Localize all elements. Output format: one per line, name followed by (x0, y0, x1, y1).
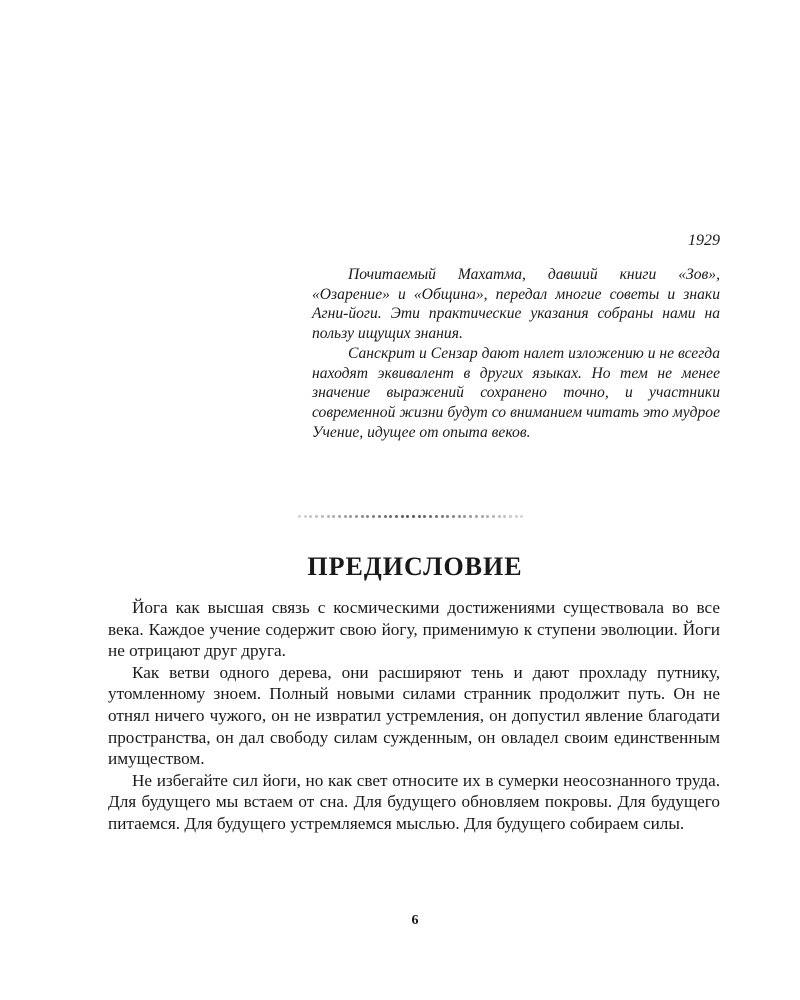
section-body (108, 597, 720, 835)
divider-dot (463, 515, 466, 518)
divider-dot (469, 515, 472, 518)
body-paragraph: Йога как высшая связь с космическими достижениями существовала во все века. Каждое учение содержит свою йогу, применимую к ступени эволюции. Йоги не отрицают друг друга. (108, 598, 720, 661)
divider-dot (486, 515, 489, 518)
divider-dot (435, 515, 438, 518)
divider-dot (401, 515, 404, 518)
divider-dot (498, 515, 501, 518)
divider-dot (298, 515, 301, 518)
divider-dot (315, 515, 318, 518)
divider-dot (492, 515, 495, 518)
divider-dot (520, 515, 523, 518)
divider-dot (344, 515, 347, 518)
divider-dot (509, 515, 512, 518)
divider-dot (389, 515, 392, 518)
divider-dot (361, 515, 364, 518)
epigraph (312, 265, 720, 442)
divider-dot (503, 515, 506, 518)
divider-dot (366, 515, 369, 518)
divider-dot (349, 515, 352, 518)
divider-dot (372, 515, 375, 518)
divider-dot (423, 515, 426, 518)
epigraph-year: 1929 (688, 232, 720, 249)
divider-dot (309, 515, 312, 518)
divider-dot (429, 515, 432, 518)
divider-dot (406, 515, 409, 518)
divider-dot (321, 515, 324, 518)
section-title: ПРЕДИСЛОВИЕ (307, 552, 523, 582)
body-paragraph: Как ветви одного дерева, они расширяют тень и дают прохладу путнику, утомленному зноем. Полный новыми силами странник продолжит путь. Он не отнял ничего чужого, он не извратил устремления, он допустил явление благодати пространства, он дал свободу силам сужденным, он овладел своим единственным имуществом. (108, 662, 720, 769)
divider-dot (515, 515, 518, 518)
divider-dot (395, 515, 398, 518)
divider-dot (475, 515, 478, 518)
divider-dot (304, 515, 307, 518)
divider-dot (412, 515, 415, 518)
divider-dot (378, 515, 381, 518)
divider-dot (418, 515, 421, 518)
divider-dot (452, 515, 455, 518)
divider-dot (458, 515, 461, 518)
body-paragraph: Не избегайте сил йоги, но как свет относите их в сумерки неосознанного труда. Для будущего мы встаем от сна. Для будущего обновляем покровы. Для будущего питаемся. Для будущего устремляемся мыслью. Для будущего собираем силы. (108, 770, 720, 833)
divider-dot (384, 515, 387, 518)
divider-dot (441, 515, 444, 518)
ornamental-divider (298, 513, 524, 519)
divider-dot (446, 515, 449, 518)
epigraph-paragraph: Почитаемый Махатма, давший книги «Зов», «Озарение» и «Община», передал многие советы и знаки Агни-йоги. Эти практические указания собраны нами на пользу ищущих знания. (312, 266, 720, 343)
divider-dot (327, 515, 330, 518)
epigraph-paragraph: Санскрит и Сензар дают налет изложению и не всегда находят эквивалент в других языках. Но тем не менее значение выражений сохранено точно, и участники современной жизни будут со вниманием читать это мудрое Учение, идущее от опыта веков. (312, 344, 720, 441)
page-number: 6 (411, 913, 419, 928)
divider-dot (338, 515, 341, 518)
divider-dot (481, 515, 484, 518)
divider-dot (355, 515, 358, 518)
divider-dot (332, 515, 335, 518)
